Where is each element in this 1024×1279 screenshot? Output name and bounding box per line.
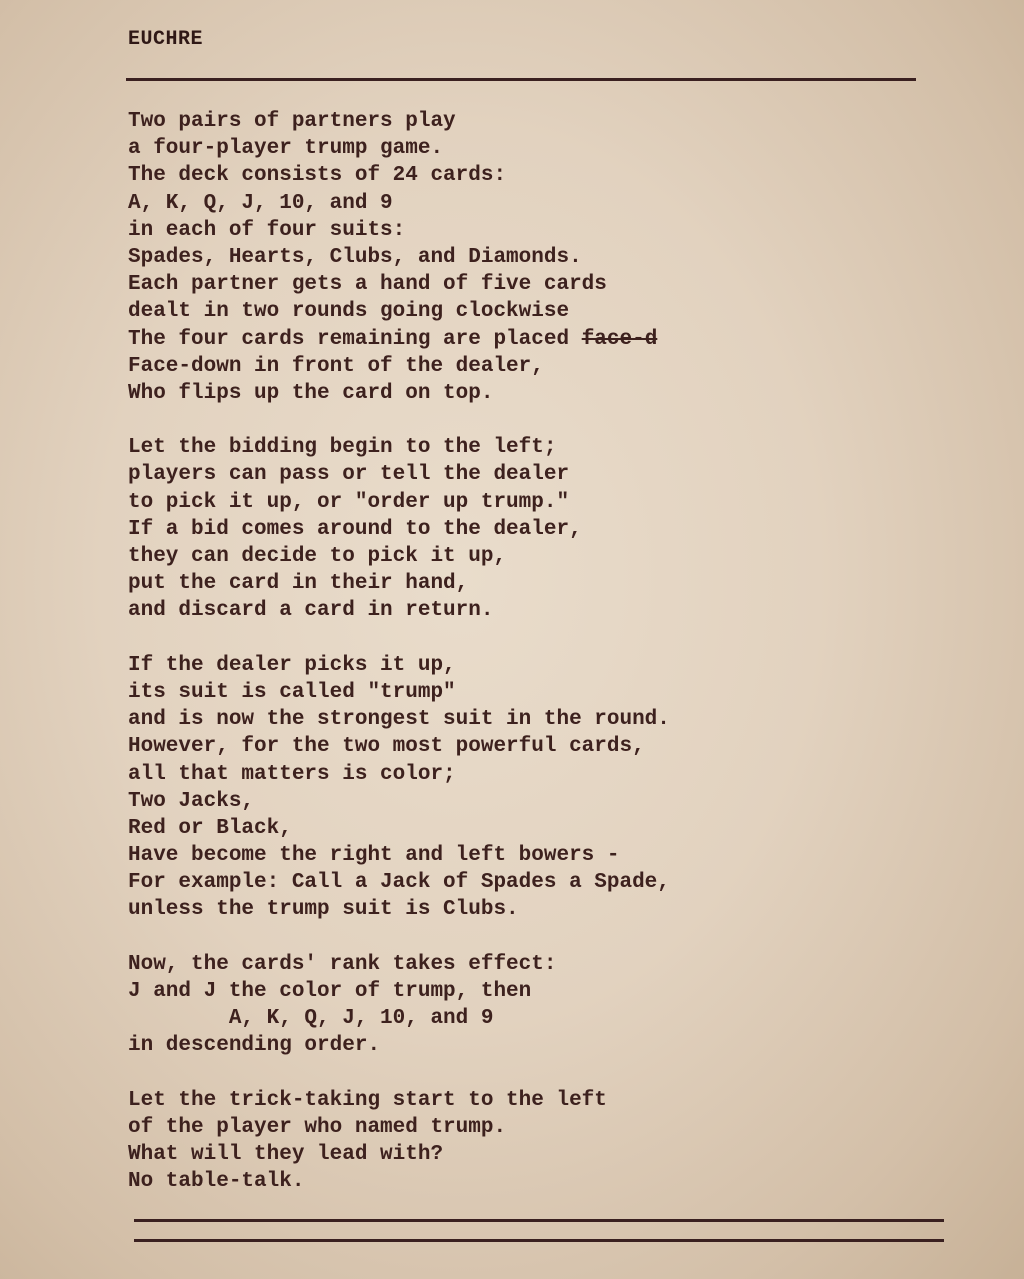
stanza-2	[128, 434, 928, 624]
struck-text: face-d	[581, 327, 658, 351]
line: Let the trick-taking start to the left	[128, 1088, 607, 1112]
top-rule	[126, 78, 916, 81]
poem-body	[128, 108, 928, 1223]
line: Spades, Hearts, Clubs, and Diamonds.	[128, 245, 582, 269]
line: Have become the right and left bowers -	[128, 844, 620, 868]
page-title: EUCHRE	[128, 28, 204, 51]
line: in descending order.	[128, 1034, 381, 1058]
line: in each of four suits:	[128, 218, 406, 242]
line-text: The four cards remaining are placed	[128, 327, 582, 351]
line: a four-player trump game.	[128, 137, 444, 161]
line: No table-talk.	[128, 1170, 305, 1194]
line: A, K, Q, J, 10, and 9	[128, 1007, 494, 1031]
line: dealt in two rounds going clockwise	[128, 300, 570, 324]
line: Who flips up the card on top.	[128, 381, 494, 405]
line: J and J the color of trump, then	[128, 980, 532, 1003]
line: If the dealer picks it up,	[128, 653, 456, 677]
line: put the card in their hand,	[128, 572, 469, 596]
bottom-rule-upper	[134, 1219, 944, 1222]
line: and discard a card in return.	[128, 599, 494, 623]
line: Face-down in front of the dealer,	[128, 354, 544, 378]
line: and is now the strongest suit in the round.	[128, 708, 670, 732]
line: Red or Black,	[128, 816, 292, 840]
line: Now, the cards' rank takes effect:	[128, 952, 557, 976]
line: players can pass or tell the dealer	[128, 463, 570, 487]
line: Two pairs of partners play	[128, 110, 456, 133]
line: unless the trump suit is Clubs.	[128, 898, 519, 922]
stanza-5	[128, 1087, 928, 1196]
stanza-1	[128, 108, 928, 407]
line: The deck consists of 24 cards:	[128, 164, 507, 188]
bottom-rule-lower	[134, 1239, 944, 1242]
line: For example: Call a Jack of Spades a Spade,	[128, 871, 670, 895]
line: of the player who named trump.	[128, 1115, 507, 1139]
stanza-4	[128, 951, 928, 1060]
line: What will they lead with?	[128, 1143, 444, 1167]
stanza-3	[128, 652, 928, 924]
line: A, K, Q, J, 10, and 9	[128, 191, 393, 215]
line: Each partner gets a hand of five cards	[128, 273, 607, 297]
line: However, for the two most powerful cards,	[128, 735, 645, 759]
line: they can decide to pick it up,	[128, 545, 507, 568]
line: Let the bidding begin to the left;	[128, 436, 557, 460]
line: Two Jacks,	[128, 789, 255, 813]
line: all that matters is color;	[128, 762, 456, 786]
line: If a bid comes around to the dealer,	[128, 517, 582, 541]
line: to pick it up, or "order up trump."	[128, 490, 570, 514]
line: its suit is called "trump"	[128, 680, 456, 704]
line-with-strikeout	[128, 326, 928, 353]
